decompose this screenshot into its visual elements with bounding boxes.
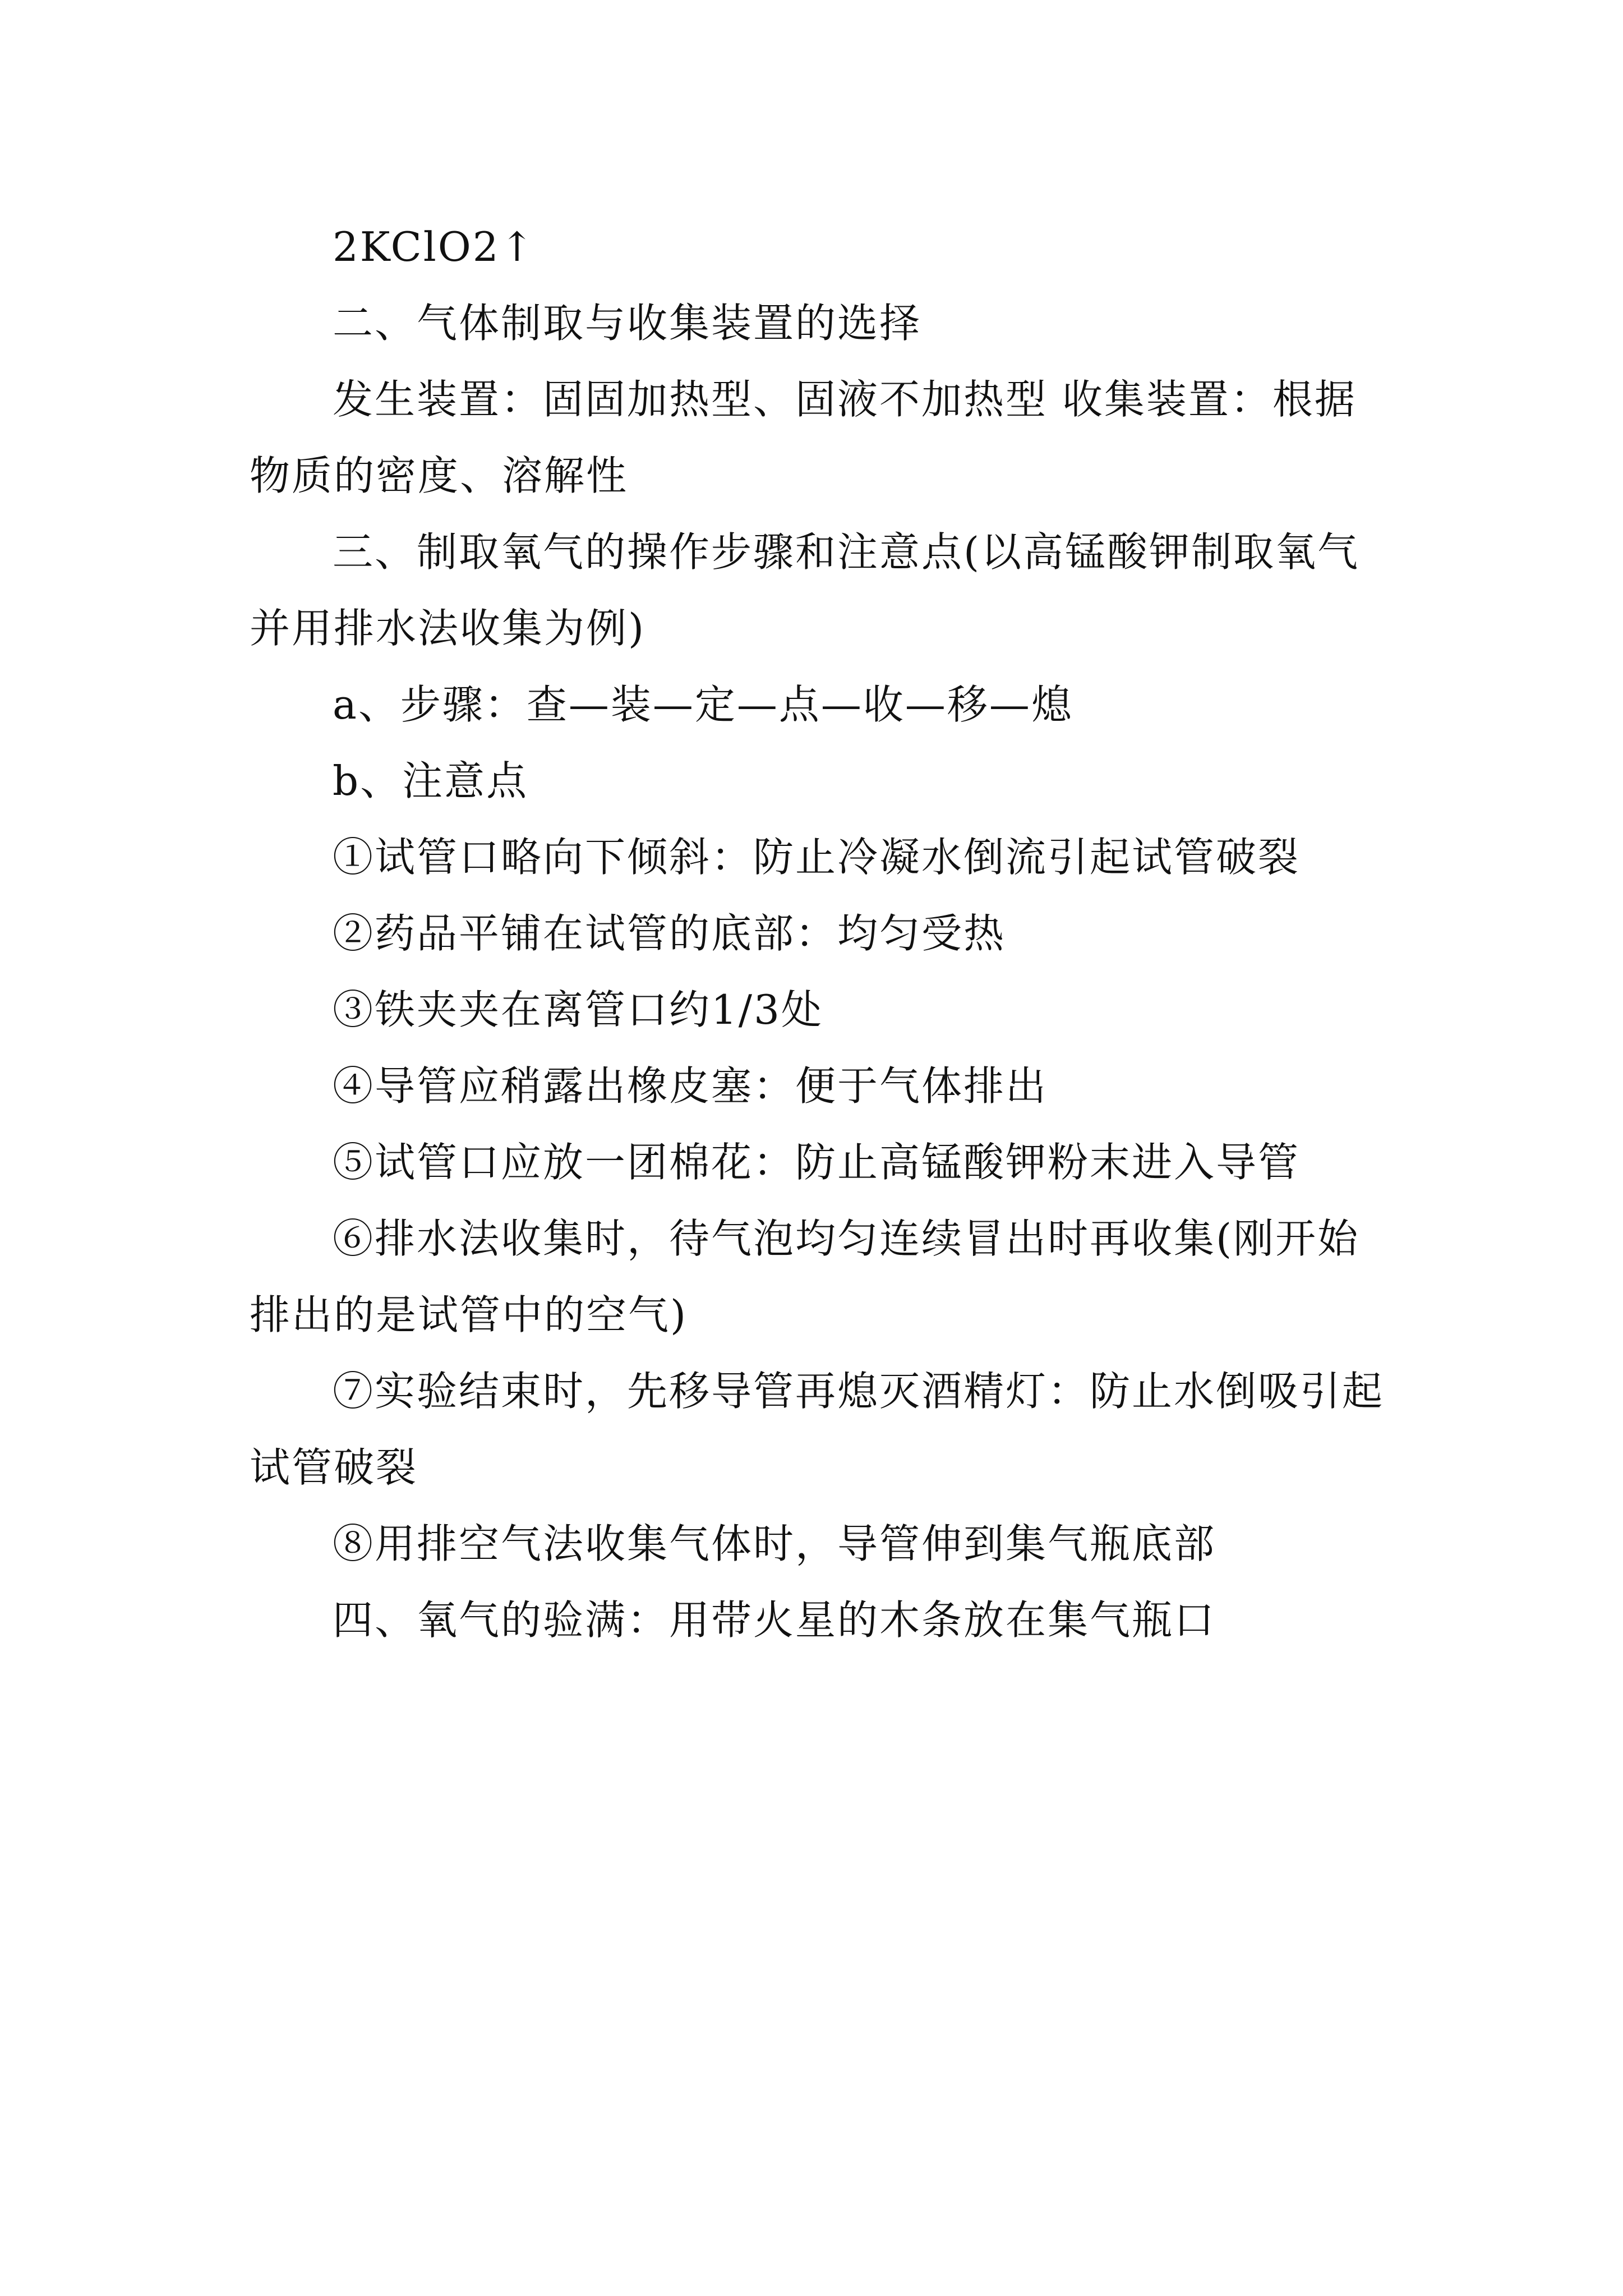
section-heading-oxygen-preparation: 三、制取氧气的操作步骤和注意点(以高锰酸钾制取氧气并用排水法收集为例) bbox=[250, 528, 1360, 652]
document-body bbox=[250, 209, 1394, 1658]
note-item-2: ②药品平铺在试管的底部：均匀受热 bbox=[333, 910, 1006, 957]
note-item-3: ③铁夹夹在离管口约1/3处 bbox=[333, 986, 823, 1033]
note-item-6: ⑥排水法收集时，待气泡均匀连续冒出时再收集(刚开始排出的是试管中的空气) bbox=[250, 1215, 1360, 1338]
section-heading-oxygen-full-test: 四、氧气的验满：用带火星的木条放在集气瓶口 bbox=[333, 1596, 1216, 1644]
note-item-4: ④导管应稍露出橡皮塞：便于气体排出 bbox=[333, 1062, 1048, 1110]
note-item-5: ⑤试管口应放一团棉花：防止高锰酸钾粉末进入导管 bbox=[333, 1139, 1301, 1186]
note-item-8: ⑧用排空气法收集气体时，导管伸到集气瓶底部 bbox=[333, 1520, 1216, 1567]
note-item-1: ①试管口略向下倾斜：防止冷凝水倒流引起试管破裂 bbox=[333, 834, 1301, 881]
section-heading-apparatus-selection: 二、气体制取与收集装置的选择 bbox=[333, 300, 922, 347]
paragraph-notes-heading: b、注意点 bbox=[333, 757, 529, 804]
note-item-7: ⑦实验结束时，先移导管再熄灭酒精灯：防止水倒吸引起试管破裂 bbox=[250, 1368, 1385, 1491]
paragraph-steps: a、步骤：查—装—定—点—收—移—熄 bbox=[333, 681, 1073, 728]
reaction-equation-fragment: 2KClO2↑ bbox=[333, 223, 536, 270]
paragraph-apparatus-types: 发生装置：固固加热型、固液不加热型 收集装置：根据物质的密度、溶解性 bbox=[250, 376, 1357, 499]
